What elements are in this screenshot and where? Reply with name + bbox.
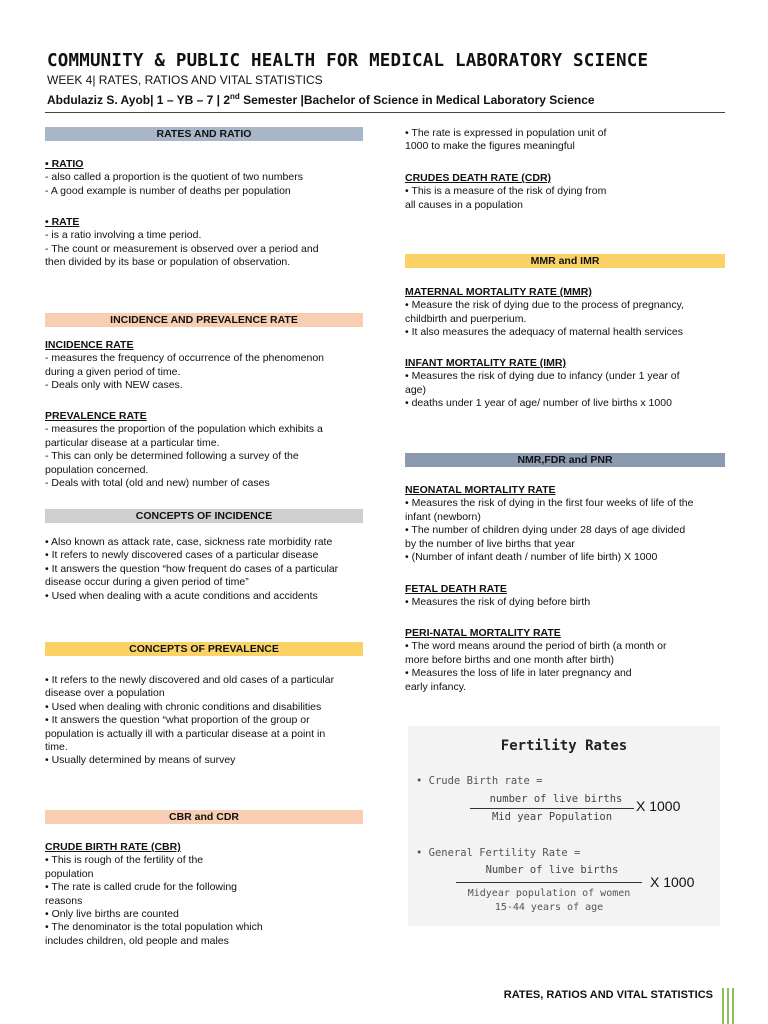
nmr-line: by the number of live births that year bbox=[405, 537, 575, 550]
cbr-line: population bbox=[45, 867, 94, 880]
ratio-line: - also called a proportion is the quotient of two numbers bbox=[45, 171, 303, 184]
week-line: WEEK 4| RATES, RATIOS AND VITAL STATISTICS bbox=[47, 73, 323, 87]
general-fertility-rate-numerator: Number of live births bbox=[485, 864, 619, 876]
section-header-concepts-incidence: CONCEPTS OF INCIDENCE bbox=[45, 509, 363, 523]
concepts-prevalence-line: • It refers to the newly discovered and old cases of a particular bbox=[45, 674, 335, 686]
fdr-block bbox=[405, 583, 725, 610]
cbr-line: includes children, old people and males bbox=[45, 934, 229, 947]
cbr-block bbox=[45, 841, 295, 948]
cdr-line: • This is a measure of the risk of dying from bbox=[405, 185, 607, 198]
fertility-title: Fertility Rates bbox=[500, 738, 628, 754]
rate-title: • RATE bbox=[45, 216, 80, 228]
mmr-line: • It also measures the adequacy of maternal health services bbox=[405, 326, 683, 339]
rate-line: - is a ratio involving a time period. bbox=[45, 229, 202, 242]
cbr-line: • Only live births are counted bbox=[45, 908, 179, 921]
nmr-line: infant (newborn) bbox=[405, 510, 481, 523]
cbr-line: reasons bbox=[45, 894, 83, 907]
section-header-nmr-fdr-pnr: NMR,FDR and PNR bbox=[405, 453, 725, 467]
general-fertility-rate-multiplier: X 1000 bbox=[650, 874, 695, 890]
cbr-title: CRUDE BIRTH RATE (CBR) bbox=[45, 841, 181, 853]
prevalence-line: particular disease at a particular time. bbox=[45, 436, 220, 449]
prevalence-line: population concerned. bbox=[45, 463, 149, 476]
author-line-sup: nd bbox=[230, 92, 240, 101]
imr-line: • deaths under 1 year of age/ number of live births x 1000 bbox=[405, 397, 672, 410]
pnr-line: early infancy. bbox=[405, 680, 467, 693]
cbr-line: • The denominator is the total population which bbox=[45, 921, 263, 934]
general-fertility-rate-denominator-2: 15-44 years of age bbox=[494, 902, 604, 913]
cdr-block bbox=[405, 172, 725, 212]
author-line bbox=[47, 92, 595, 107]
concepts-prevalence-line: population is actually ill with a particular disease at a point in bbox=[45, 727, 326, 740]
incidence-block bbox=[45, 339, 363, 393]
concepts-incidence-line: • It refers to newly discovered cases of a particular disease bbox=[45, 549, 319, 562]
cbr-continued-line: 1000 to make the figures meaningful bbox=[405, 140, 575, 153]
ratio-title: • RATIO bbox=[45, 158, 84, 170]
concepts-prevalence-line: • Used when dealing with chronic conditions and disabilities bbox=[45, 700, 322, 713]
prevalence-line: - Deals with total (old and new) number of cases bbox=[45, 477, 270, 490]
nmr-block bbox=[405, 484, 725, 564]
crude-birth-rate-numerator: number of live births bbox=[489, 793, 623, 805]
footer-bar bbox=[727, 988, 729, 1024]
cbr-line: • The rate is called crude for the following bbox=[45, 881, 237, 894]
header-divider bbox=[45, 112, 725, 113]
footer-bar bbox=[722, 988, 724, 1024]
pnr-block bbox=[405, 627, 725, 694]
concepts-incidence-line: disease occur during a given period of time” bbox=[45, 576, 249, 589]
fdr-line: • Measures the risk of dying before birth bbox=[405, 596, 591, 609]
pnr-line: more before births and one month after birth) bbox=[405, 653, 614, 666]
rate-line: then divided by its base or population of observation. bbox=[45, 256, 291, 269]
crude-birth-rate-label: • Crude Birth rate = bbox=[416, 775, 543, 787]
section-header-incidence-prevalence: INCIDENCE AND PREVALENCE RATE bbox=[45, 313, 363, 327]
mmr-line: childbirth and puerperium. bbox=[405, 312, 527, 325]
pnr-line: • Measures the loss of life in later pregnancy and bbox=[405, 667, 632, 680]
concepts-incidence-line: • Also known as attack rate, case, sickness rate morbidity rate bbox=[45, 536, 333, 548]
concepts-prevalence-line: time. bbox=[45, 741, 68, 754]
rate-block bbox=[45, 216, 363, 270]
imr-title: INFANT MORTALITY RATE (IMR) bbox=[405, 357, 566, 369]
nmr-line: • (Number of infant death / number of life birth) X 1000 bbox=[405, 551, 658, 564]
crude-birth-rate-denominator: Mid year Population bbox=[491, 811, 613, 823]
concepts-incidence-line: • Used when dealing with a acute conditions and accidents bbox=[45, 589, 318, 602]
ratio-block bbox=[45, 158, 363, 198]
mmr-title: MATERNAL MORTALITY RATE (MMR) bbox=[405, 286, 592, 298]
footer-bar bbox=[732, 988, 734, 1024]
imr-line: age) bbox=[405, 383, 427, 396]
general-fertility-rate-fraction-bar bbox=[456, 882, 642, 883]
document-title: COMMUNITY & PUBLIC HEALTH FOR MEDICAL LABORATORY SCIENCE bbox=[47, 51, 649, 71]
nmr-title: NEONATAL MORTALITY RATE bbox=[405, 484, 556, 496]
concepts-prevalence-line: disease over a population bbox=[45, 687, 165, 700]
incidence-line: during a given period of time. bbox=[45, 365, 181, 378]
mmr-line: • Measure the risk of dying due to the process of pregnancy, bbox=[405, 299, 684, 312]
prevalence-title: PREVALENCE RATE bbox=[45, 410, 147, 422]
concepts-prevalence-block bbox=[45, 674, 363, 768]
crude-birth-rate-fraction-bar bbox=[470, 808, 634, 809]
nmr-line: • Measures the risk of dying in the first four weeks of life of the bbox=[405, 497, 694, 510]
cdr-line: all causes in a population bbox=[405, 198, 523, 211]
pnr-line: • The word means around the period of birth (a month or bbox=[405, 640, 667, 653]
nmr-line: • The number of children dying under 28 days of age divided bbox=[405, 524, 686, 537]
concepts-prevalence-line: • It answers the question “what proportion of the group or bbox=[45, 714, 310, 727]
section-header-concepts-prevalence: CONCEPTS OF PREVALENCE bbox=[45, 642, 363, 656]
crude-birth-rate-multiplier: X 1000 bbox=[636, 798, 681, 814]
incidence-line: - measures the frequency of occurrence of the phenomenon bbox=[45, 352, 324, 365]
ratio-line: - A good example is number of deaths per population bbox=[45, 184, 291, 197]
pnr-title: PERI-NATAL MORTALITY RATE bbox=[405, 627, 561, 639]
imr-block bbox=[405, 357, 725, 411]
section-header-rates-ratio: RATES AND RATIO bbox=[45, 127, 363, 141]
mmr-block bbox=[405, 286, 725, 340]
author-line-b: Semester |Bachelor of Science in Medical Laboratory Science bbox=[239, 93, 595, 107]
prevalence-line: - measures the proportion of the population which exhibits a bbox=[45, 423, 323, 436]
footer-text: RATES, RATIOS AND VITAL STATISTICS bbox=[503, 989, 713, 1001]
concepts-incidence-line: • It answers the question “how frequent do cases of a particular bbox=[45, 562, 339, 575]
author-line-a: Abdulaziz S. Ayob| 1 – YB – 7 | 2 bbox=[47, 93, 230, 107]
prevalence-line: - This can only be determined following a survey of the bbox=[45, 450, 299, 463]
cdr-title: CRUDES DEATH RATE (CDR) bbox=[405, 172, 552, 184]
fertility-rates-figure bbox=[408, 726, 720, 926]
fdr-title: FETAL DEATH RATE bbox=[405, 583, 507, 595]
cbr-continued-line: • The rate is expressed in population unit of bbox=[405, 127, 607, 139]
incidence-line: - Deals only with NEW cases. bbox=[45, 379, 183, 392]
cbr-continued-block bbox=[405, 127, 725, 154]
section-header-mmr-imr: MMR and IMR bbox=[405, 254, 725, 268]
footer-decorative-bars bbox=[722, 988, 736, 1024]
general-fertility-rate-label: • General Fertility Rate = bbox=[416, 847, 581, 859]
concepts-prevalence-line: • Usually determined by means of survey bbox=[45, 754, 236, 767]
general-fertility-rate-denominator-1: Midyear population of women bbox=[467, 888, 631, 899]
section-header-cbr-cdr: CBR and CDR bbox=[45, 810, 363, 824]
concepts-incidence-block bbox=[45, 536, 363, 603]
incidence-title: INCIDENCE RATE bbox=[45, 339, 134, 351]
cbr-line: • This is rough of the fertility of the bbox=[45, 854, 204, 867]
prevalence-block bbox=[45, 410, 363, 490]
rate-line: - The count or measurement is observed over a period and bbox=[45, 242, 319, 255]
imr-line: • Measures the risk of dying due to infancy (under 1 year of bbox=[405, 370, 680, 383]
